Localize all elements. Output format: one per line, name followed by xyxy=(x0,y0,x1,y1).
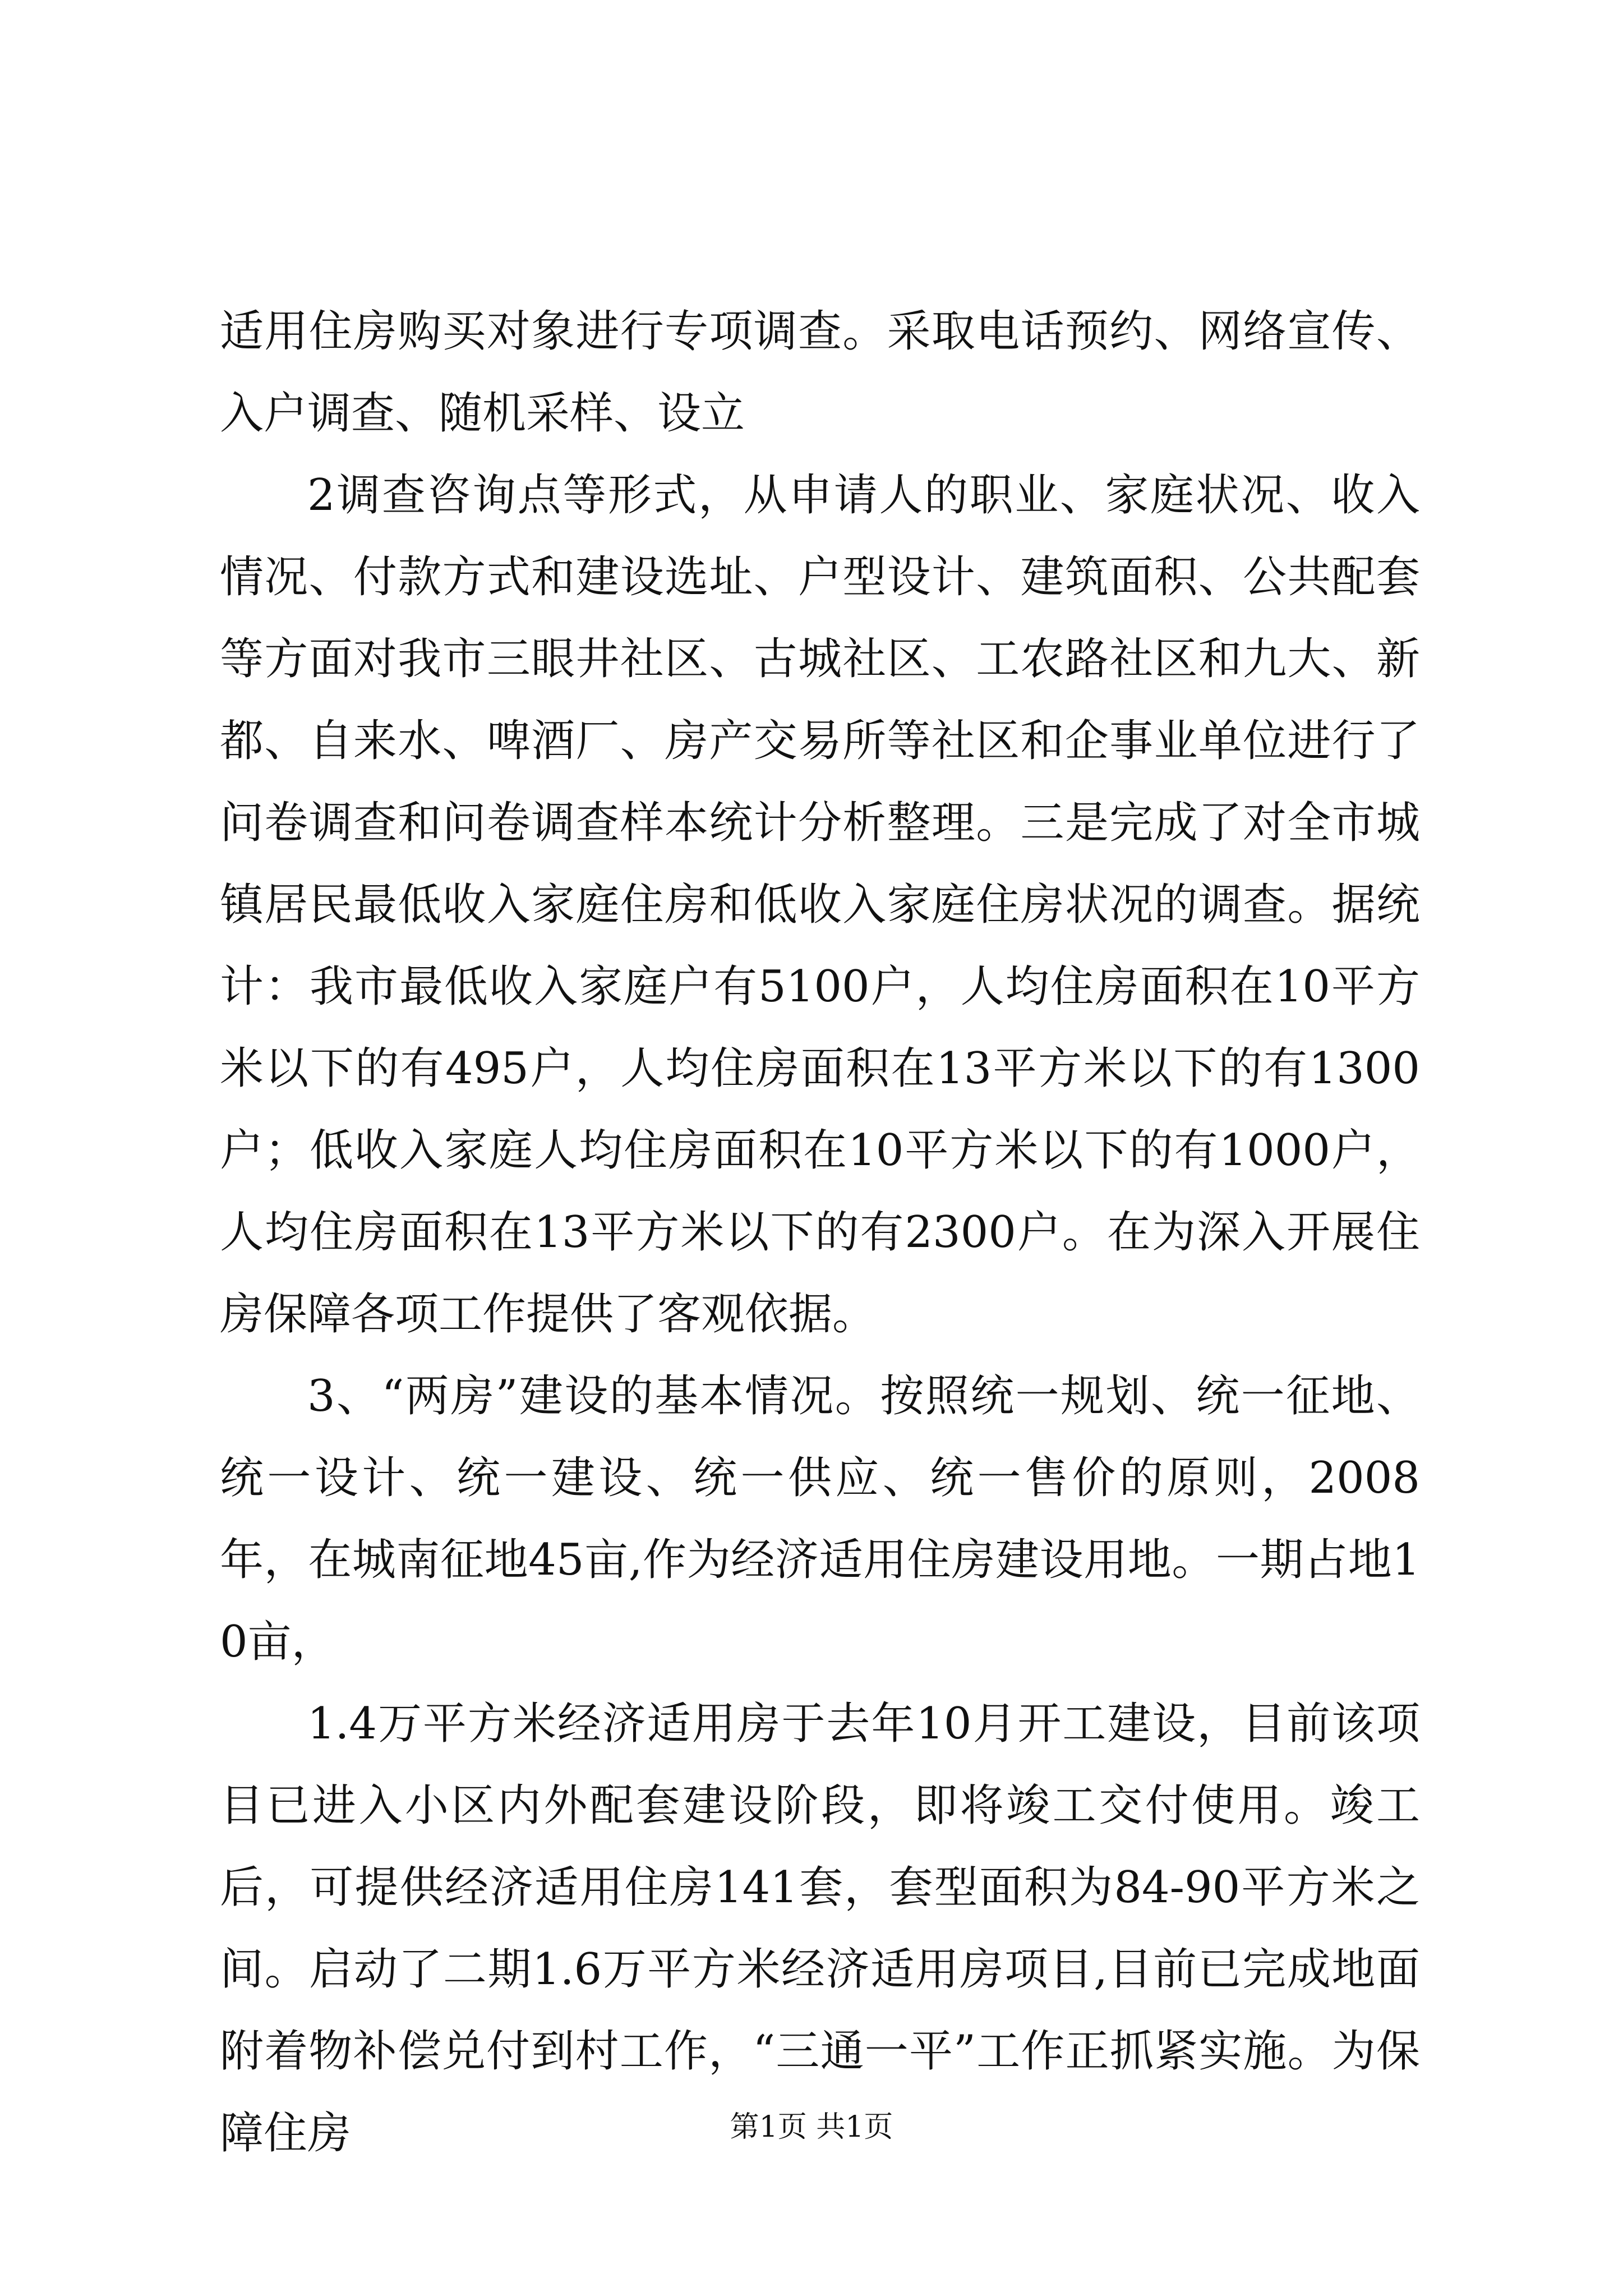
paragraph-1: 适用住房购买对象进行专项调查。采取电话预约、网络宣传、入户调查、随机采样、设立 xyxy=(220,306,1420,439)
page-footer: 第1页 共1页 xyxy=(730,2110,893,2144)
document-body xyxy=(220,291,1420,2174)
paragraph-3: 3、“两房”建设的基本情况。按照统一规划、统一征地、统一设计、统一建设、统一供应、统一售价的原则，2008年，在城南征地45亩,作为经济适用住房建设用地。一期占地10亩， xyxy=(220,1371,1420,1667)
paragraph-2: 2调查咨询点等形式，从申请人的职业、家庭状况、收入情况、付款方式和建设选址、户型设计、建筑面积、公共配套等方面对我市三眼井社区、古城社区、工农路社区和九大、新都、自来水、啤酒厂、房产交易所等社区和企事业单位进行了问卷调查和问卷调查样本统计分析整理。三是完成了对全市城镇居民最低收入家庭住房和低收入家庭住房状况的调查。据统计：我市最低收入家庭户有5100户，人均住房面积在10平方米以下的有495户，人均住房面积在13平方米以下的有1300户；低收入家庭人均住房面积在10平方米以下的有1000户，人均住房面积在13平方米以下的有2300户。在为深入开展住房保障各项工作提供了客观依据。 xyxy=(220,470,1420,1340)
paragraph-4: 1.4万平方米经济适用房于去年10月开工建设，目前该项目已进入小区内外配套建设阶段，即将竣工交付使用。竣工后，可提供经济适用住房141套，套型面积为84-90平方米之间。启动了二期1.6万平方米经济适用房项目,目前已完成地面附着物补偿兑付到村工作，“三通一平”工作正抓紧实施。为保障住房 xyxy=(220,1699,1420,2159)
